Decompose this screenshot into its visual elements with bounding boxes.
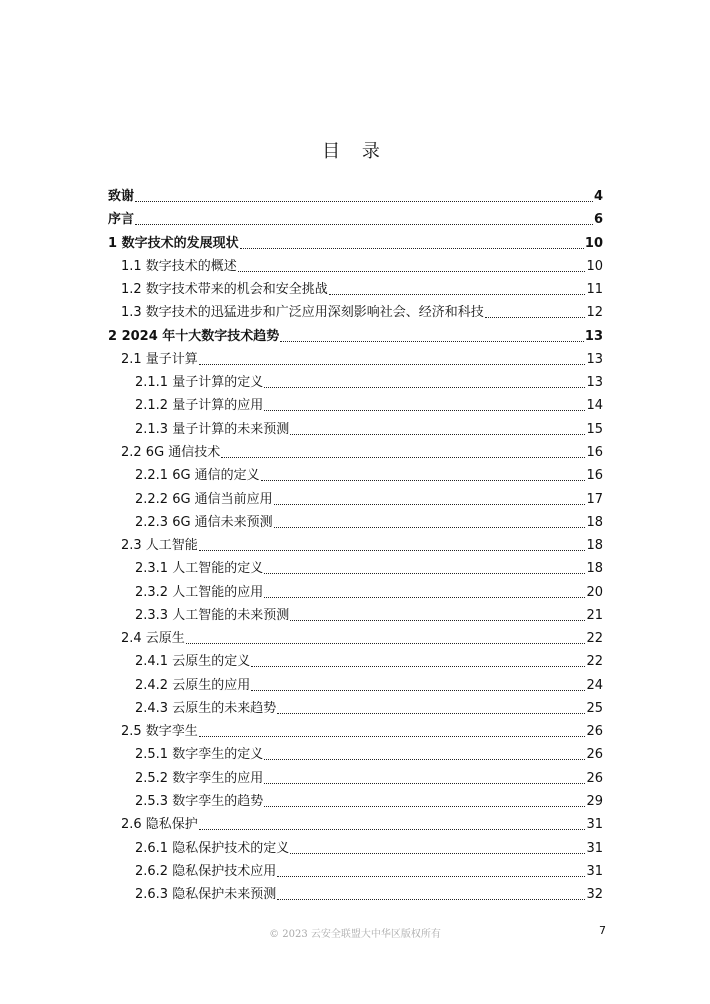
- toc-entry-label: 1.1 数字技术的概述: [121, 258, 237, 274]
- toc-dot-leader: [199, 829, 586, 830]
- toc-entry-page: 15: [586, 421, 603, 437]
- toc-entry-label: 2.5.3 数字孪生的趋势: [135, 794, 264, 810]
- toc-entry[interactable]: [121, 346, 603, 368]
- toc-entry-label: 2.4.2 云原生的应用: [135, 677, 251, 693]
- toc-entry-page: 26: [586, 724, 603, 740]
- toc-entry[interactable]: [121, 625, 603, 647]
- toc-entry[interactable]: [135, 486, 603, 508]
- toc-entry[interactable]: [135, 602, 603, 624]
- toc-entry[interactable]: [135, 695, 603, 717]
- toc-dot-leader: [135, 201, 593, 202]
- toc-entry-page: 10: [586, 258, 603, 274]
- toc-dot-leader: [199, 736, 586, 737]
- toc-entry-label: 2.6.2 隐私保护技术应用: [135, 863, 277, 879]
- toc-dot-leader: [251, 690, 585, 691]
- toc-entry-page: 12: [586, 305, 603, 321]
- toc-entry-label: 2.4.1 云原生的定义: [135, 654, 251, 670]
- toc-dot-leader: [329, 294, 586, 295]
- toc-entry-label: 2.1.1 量子计算的定义: [135, 375, 264, 391]
- toc-entry-label: 2.2.2 6G 通信当前应用: [135, 491, 273, 507]
- toc-entry-page: 26: [586, 747, 603, 763]
- toc-entry-page: 13: [586, 375, 603, 391]
- toc-entry-label: 2.6 隐私保护: [121, 817, 198, 833]
- toc-dot-leader: [135, 224, 593, 225]
- toc-entry[interactable]: [135, 765, 603, 787]
- toc-entry-page: 31: [586, 863, 603, 879]
- toc-entry-label: 2.5.2 数字孪生的应用: [135, 770, 264, 786]
- toc-entry-page: 25: [586, 700, 603, 716]
- toc-entry-page: 14: [586, 398, 603, 414]
- toc-entry-label: 2.1.2 量子计算的应用: [135, 398, 264, 414]
- toc-entry-label: 1.2 数字技术带来的机会和安全挑战: [121, 282, 328, 298]
- toc-title: 目 录: [322, 141, 388, 162]
- toc-entry[interactable]: [135, 509, 603, 531]
- toc-entry-label: 序言: [108, 212, 135, 228]
- toc-dot-leader: [274, 527, 586, 528]
- toc-entry[interactable]: [121, 811, 603, 833]
- toc-dot-leader: [277, 876, 585, 877]
- toc-entry[interactable]: [135, 835, 603, 857]
- toc-entry-label: 2.4.3 云原生的未来趋势: [135, 700, 277, 716]
- toc-dot-leader: [290, 620, 585, 621]
- toc-entry-label: 2.6.3 隐私保护未来预测: [135, 887, 277, 903]
- toc-entry-label: 2 2024 年十大数字技术趋势: [108, 328, 280, 344]
- toc-entry-label: 2.5.1 数字孪生的定义: [135, 747, 264, 763]
- toc-entry-page: 11: [586, 282, 603, 298]
- toc-entry[interactable]: [121, 718, 603, 740]
- toc-entry-label: 2.2.1 6G 通信的定义: [135, 468, 260, 484]
- toc-entry[interactable]: [108, 323, 603, 345]
- toc-entry[interactable]: [121, 532, 603, 554]
- toc-dot-leader: [264, 573, 585, 574]
- toc-entry-page: 18: [586, 538, 603, 554]
- toc-entry-page: 29: [586, 794, 603, 810]
- toc-entry-page: 13: [584, 328, 603, 344]
- toc-entry[interactable]: [135, 648, 603, 670]
- toc-dot-leader: [264, 387, 585, 388]
- toc-entry[interactable]: [121, 253, 603, 275]
- toc-entry[interactable]: [135, 672, 603, 694]
- toc-entry[interactable]: [135, 462, 603, 484]
- toc-entry-label: 2.1.3 量子计算的未来预测: [135, 421, 290, 437]
- toc-entry-page: 18: [586, 561, 603, 577]
- toc-entry[interactable]: [121, 299, 603, 321]
- toc-dot-leader: [264, 410, 585, 411]
- toc-entry[interactable]: [135, 392, 603, 414]
- toc-dot-leader: [274, 504, 586, 505]
- toc-entry-page: 18: [586, 514, 603, 530]
- toc-dot-leader: [290, 853, 585, 854]
- toc-entry-page: 22: [586, 631, 603, 647]
- toc-entry-label: 2.5 数字孪生: [121, 724, 198, 740]
- toc-dot-leader: [290, 434, 585, 435]
- toc-dot-leader: [277, 899, 585, 900]
- toc-dot-leader: [277, 713, 585, 714]
- toc-entry[interactable]: [135, 741, 603, 763]
- toc-entry-label: 1 数字技术的发展现状: [108, 235, 239, 251]
- toc-dot-leader: [485, 317, 586, 318]
- toc-entry-page: 31: [586, 840, 603, 856]
- toc-dot-leader: [186, 643, 586, 644]
- toc-dot-leader: [251, 666, 585, 667]
- toc-entry-page: 6: [593, 212, 603, 228]
- toc-entry-label: 2.2.3 6G 通信未来预测: [135, 514, 273, 530]
- toc-entry[interactable]: [108, 206, 603, 228]
- toc-entry-page: 32: [586, 887, 603, 903]
- toc-entry-label: 2.3 人工智能: [121, 538, 198, 554]
- toc-entry-label: 致谢: [108, 189, 135, 204]
- toc-entry[interactable]: [135, 788, 603, 810]
- toc-entry-page: 21: [586, 607, 603, 623]
- toc-entry[interactable]: [135, 858, 603, 880]
- toc-entry-label: 2.3.1 人工智能的定义: [135, 561, 264, 577]
- toc-dot-leader: [199, 550, 586, 551]
- toc-entry[interactable]: [121, 439, 603, 461]
- toc-dot-leader: [264, 783, 585, 784]
- toc-entry-page: 31: [586, 817, 603, 833]
- toc-entry[interactable]: [135, 416, 603, 438]
- toc-dot-leader: [221, 457, 585, 458]
- toc-entry-page: 4: [593, 189, 603, 204]
- toc-dot-leader: [264, 759, 585, 760]
- toc-dot-leader: [240, 248, 584, 249]
- toc-entry-label: 2.6.1 隐私保护技术的定义: [135, 840, 290, 856]
- toc-entry[interactable]: [108, 183, 603, 205]
- toc-entry-page: 16: [586, 444, 603, 460]
- toc-dot-leader: [280, 341, 584, 342]
- toc-entry-page: 16: [586, 468, 603, 484]
- footer-copyright: © 2023 云安全联盟大中华区版权所有: [269, 929, 441, 940]
- toc-entry-page: 10: [584, 235, 603, 251]
- toc-entry-page: 13: [586, 351, 603, 367]
- toc-entry-label: 2.2 6G 通信技术: [121, 444, 221, 460]
- toc-entry[interactable]: [135, 555, 603, 577]
- toc-entry-page: 24: [586, 677, 603, 693]
- toc-dot-leader: [199, 364, 586, 365]
- toc-entry-label: 2.3.3 人工智能的未来预测: [135, 607, 290, 623]
- toc-entry[interactable]: [135, 579, 603, 601]
- toc-entry-page: 22: [586, 654, 603, 670]
- toc-dot-leader: [264, 597, 585, 598]
- toc-entry[interactable]: [108, 230, 603, 252]
- toc-dot-leader: [238, 271, 586, 272]
- toc-entry-label: 2.3.2 人工智能的应用: [135, 584, 264, 600]
- toc-entry-page: 20: [586, 584, 603, 600]
- toc-entry[interactable]: [135, 369, 603, 391]
- toc-entry[interactable]: [135, 881, 603, 903]
- toc-entry-label: 2.4 云原生: [121, 631, 185, 647]
- toc-dot-leader: [261, 480, 586, 481]
- toc-entry-label: 2.1 量子计算: [121, 351, 198, 367]
- toc-entry[interactable]: [121, 276, 603, 298]
- toc-dot-leader: [264, 806, 585, 807]
- toc-entry-label: 1.3 数字技术的迅猛进步和广泛应用深刻影响社会、经济和科技: [121, 305, 484, 321]
- toc-entry-page: 17: [586, 491, 603, 507]
- footer-page-number: 7: [599, 924, 606, 937]
- toc-entry-page: 26: [586, 770, 603, 786]
